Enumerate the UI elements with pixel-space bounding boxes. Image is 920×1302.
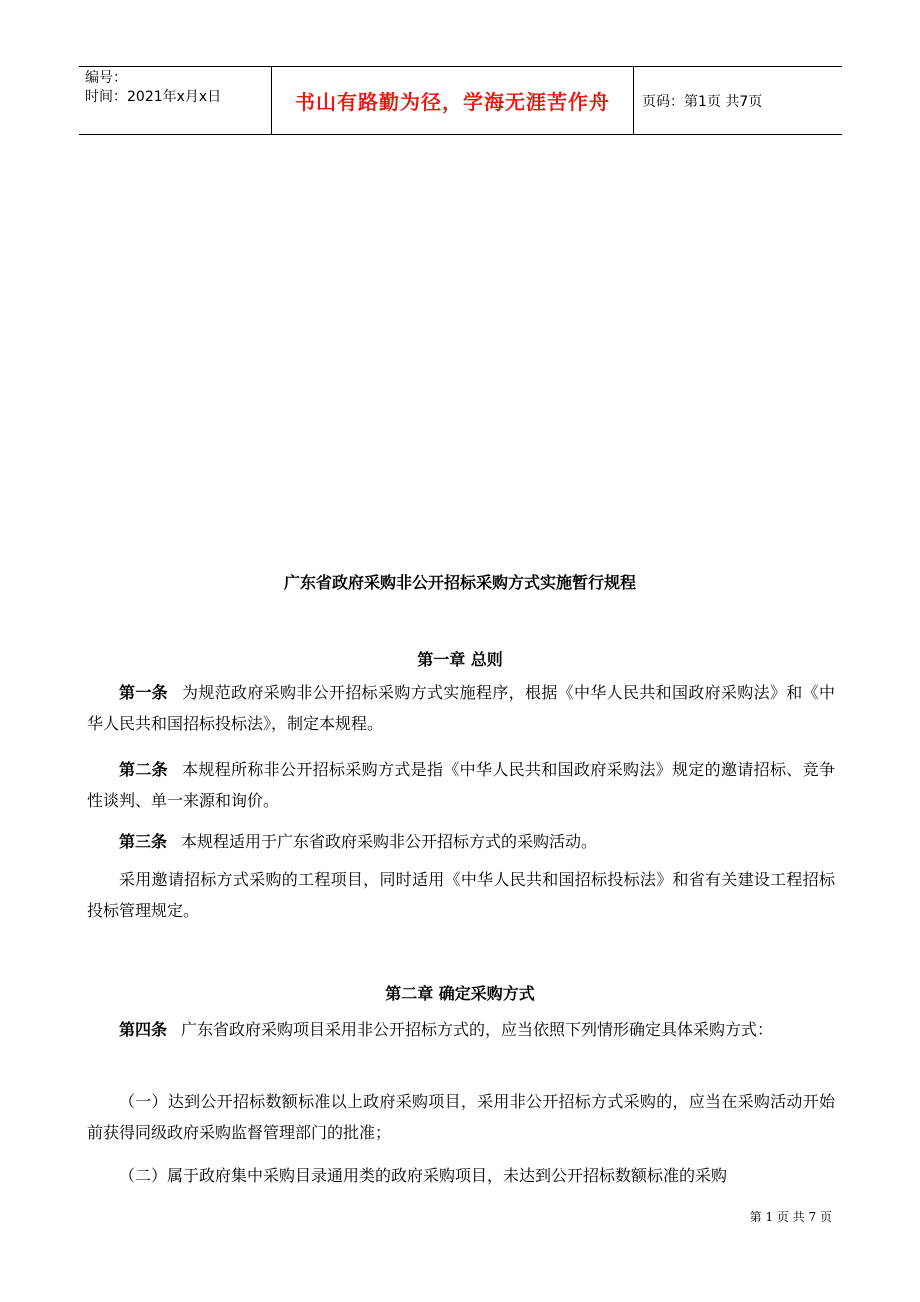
document-title: 广东省政府采购非公开招标采购方式实施暂行规程 [283, 573, 636, 592]
article-1 [87, 677, 835, 739]
chapter-1-heading: 第一章 总则 [417, 650, 503, 669]
article-3-paragraph-2: 采用邀请招标方式采购的工程项目，同时适用《中华人民共和国招标投标法》和省有关建设工程招标投标管理规定。 [87, 870, 835, 920]
article-4-item-1: （一）达到公开招标数额标准以上政府采购项目，采用非公开招标方式采购的，应当在采购活动开始前获得同级政府采购监督管理部门的批准； [87, 1092, 835, 1142]
header-meta [79, 67, 272, 134]
article-2 [87, 754, 835, 816]
header-motto: 书山有路勤为径，学海无涯苦作舟 [272, 67, 634, 134]
article-1-label: 第一条 [119, 683, 168, 702]
date-label: 时间：2021年x月x日 [85, 89, 222, 105]
article-4-label: 第四条 [119, 1020, 168, 1039]
article-2-text: 本规程所称非公开招标采购方式是指《中华人民共和国政府采购法》规定的邀请招标、竞争性谈判、单一来源和询价。 [87, 760, 835, 810]
article-3-label: 第三条 [119, 832, 168, 851]
article-3-text: 本规程适用于广东省政府采购非公开招标方式的采购活动。 [181, 832, 598, 851]
article-4-item-2: （二）属于政府集中采购目录通用类的政府采购项目，未达到公开招标数额标准的采购 [119, 1166, 728, 1185]
serial-number-label: 编号： [85, 70, 127, 86]
header-page-info: 页码：第1页 共7页 [642, 93, 763, 110]
page-footer-number: 第 1 页 共 7 页 [749, 1210, 832, 1224]
article-3 [87, 826, 835, 857]
article-2-label: 第二条 [119, 760, 168, 779]
article-4 [87, 1014, 835, 1045]
page-header [79, 66, 842, 135]
chapter-2-heading: 第二章 确定采购方式 [385, 984, 535, 1003]
article-4-text: 广东省政府采购项目采用非公开招标方式的，应当依照下列情形确定具体采购方式： [181, 1020, 774, 1039]
article-1-text: 为规范政府采购非公开招标采购方式实施程序，根据《中华人民共和国政府采购法》和《中华人民共和国招标投标法》，制定本规程。 [87, 683, 835, 733]
